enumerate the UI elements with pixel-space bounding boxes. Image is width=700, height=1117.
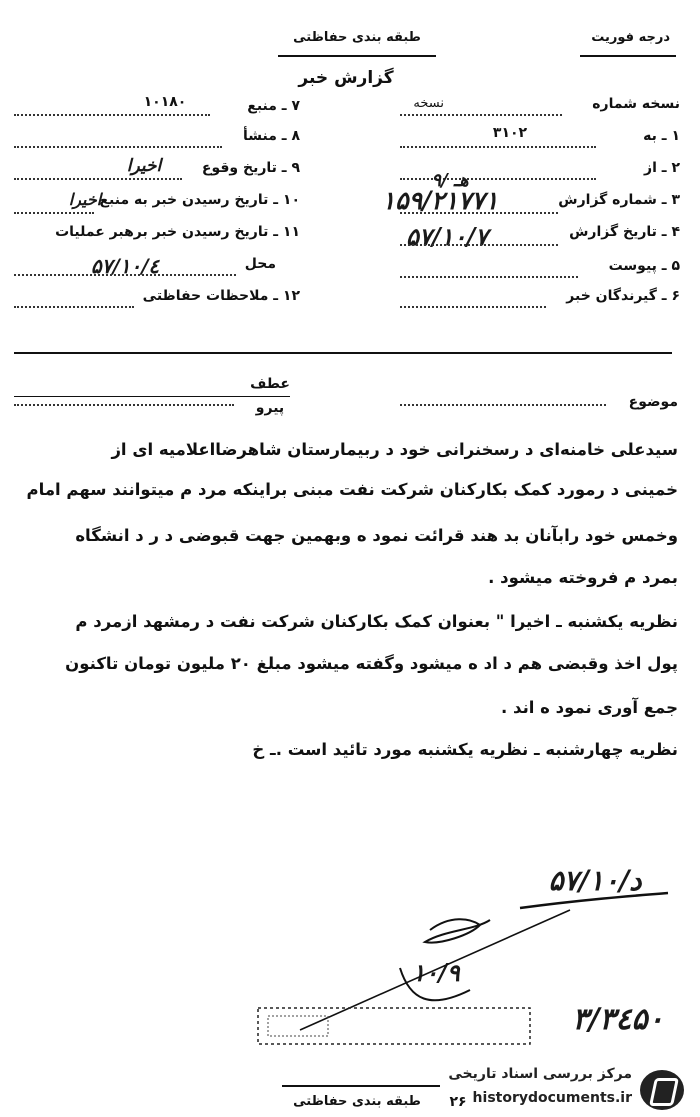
field-recipients-label: ۶ ـ گیرندگان خبر [566,288,680,304]
field-source-received-label: ۱۰ ـ تاریخ رسیدن خبر به منبع [99,192,300,208]
field-source-value: ۱۰۱۸۰ [143,94,187,110]
field-operations-date-label: ۱۱ ـ تاریخ رسیدن خبر برهبر عملیات [55,224,300,240]
stamp-inner-box [268,1016,328,1036]
priority-label: درجه فوریت [591,30,670,45]
watermark-name: مرکز بررسی اسناد تاریخی [448,1066,632,1082]
page-marker: ۲۶ [449,1094,467,1110]
handwritten-initial-date: ۱۰/۹ [412,958,460,987]
field-occurrence-date-label: ۹ ـ تاریخ وقوع [201,160,300,176]
field-from-label: ۲ ـ از [644,160,680,176]
field-report-date-value: ۵۷/۱۰/۷ [406,222,488,251]
body-line: نظریه یکشنبه ـ اخیرا " بعنوان کمک بکارکنان شرکت نفت د رمشهد ازمرد م [75,612,678,631]
field-place-value: ۵۷/۱۰/٤ [90,254,160,278]
subject-peyro-label: پیرو [255,400,285,416]
classification-top: طبقه بندی حفاظتی [293,30,421,45]
handwritten-stamp-number: ۳/۳٤۵۰ [572,1002,664,1037]
field-to-value: ۳۱۰۲ [492,125,528,141]
date-note-underline [520,893,668,908]
field-place-label: محل [244,256,276,272]
classification-bottom: طبقه بندی حفاظتی [293,1094,421,1109]
body-line: پول اخذ وقبضی هم د اد ه میشود وگفته میشود مبلغ ۲۰ ملیون تومان تاکنون [65,654,678,673]
field-report-date-label: ۴ ـ تاریخ گزارش [569,224,680,240]
field-source-label: ۷ ـ منبع [247,98,300,114]
field-attachment-label: ۵ ـ پیوست [608,258,680,274]
watermark-logo-icon [640,1070,684,1110]
field-origin-label: ۸ ـ منشأ [243,128,300,144]
field-report-number-label: ۳ ـ شماره گزارش [558,192,680,208]
field-copy-number-label: نسخه شماره [592,96,680,112]
field-source-received-value: اخیرا [68,190,102,209]
body-line: وخمس خود رابآنان بد هند قرائت نمود ه وبهمین جهت قبوضی د ر د انشگاه [75,526,678,545]
body-line: سیدعلی خامنه‌ای د رسخنرانی خود د ربیمارستان شاهرضااعلامیه ای از [111,440,678,459]
watermark-url: historydocuments.ir [472,1090,632,1106]
field-to-label: ۱ ـ به [643,128,680,144]
subject-label: موضوع [628,394,678,410]
body-line: بمرد م فروخته میشود . [488,568,678,587]
field-copy-suffix: نسخه [413,96,444,111]
signature-loop [400,968,470,1000]
body-line: جمع آوری نمود ه اند . [501,698,678,717]
body-line: نظریه چهارشنبه ـ نظریه یکشنبه مورد تائید است .ـ خ [252,740,678,759]
subject-atf-label: عطف [250,376,290,392]
signature-scribble [425,919,490,942]
field-report-number-value: ۱۵۹/۲۱۷۷۱ [381,186,499,215]
handwritten-top-note: ۹/ هـ [431,170,469,191]
stamp-box [258,1008,530,1044]
field-occurrence-date-value: اخیرا [126,156,162,176]
handwritten-date-note: ۵۷/۱۰/د [548,864,642,897]
report-title: گزارش خبر [298,68,394,88]
field-security-notes-label: ۱۲ ـ ملاحظات حفاظتی [142,288,300,304]
body-line: خمینی د رمورد کمک بکارکنان شرکت نفت مبنی براینکه مرد م میتوانند سهم امام [26,480,678,499]
